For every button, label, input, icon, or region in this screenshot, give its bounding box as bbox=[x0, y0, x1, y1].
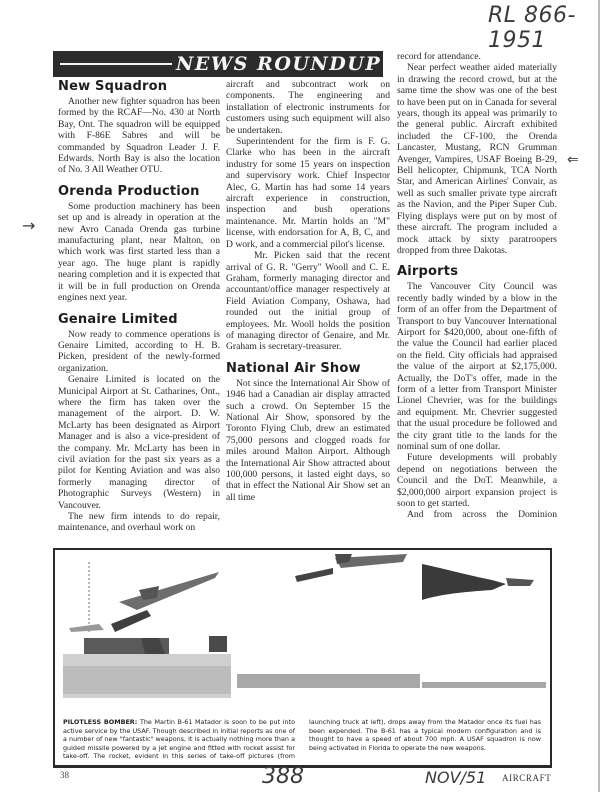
paragraph: aircraft and subcontract work on components. The engineering and installation of electronic instruments for customers using such equipment will also be undertaken. bbox=[226, 79, 390, 136]
photo-caption bbox=[63, 718, 541, 761]
banner-title: NEWS ROUNDUP bbox=[176, 53, 382, 75]
news-roundup-banner bbox=[53, 51, 383, 77]
paragraph: And from across the Dominion bbox=[407, 509, 557, 521]
column-1 bbox=[58, 79, 220, 534]
paragraph: Future developments will probably depend on negotiations between the Council and the DoT. Meanwhile, a $2,000,000 airport expansion project is soon to get started. bbox=[397, 452, 557, 510]
missile-launch-photo bbox=[59, 554, 235, 712]
paragraph: Another new fighter squadron has been formed by the RCAF—No. 430 at North Bay, Ont. The squadron will be equipped with F-86E Sabres and will be commanded by Squadron Leader J. F. Edwards. North Bay is also the location of No. 3 All Weather OTU. bbox=[58, 96, 220, 176]
paragraph: Genaire Limited is located on the Municipal Airport at St. Catharines, Ont., where the firm has taken over the management of the airport. D. W. McLarty has been designated as Airport Manager and is also a vice-president of the company. Mr. McLarty has been in civil aviation for the past six years as a pilot for Kenting Aviation and was also formerly managing director of Photographic Surveys (Western) in Vancouver. bbox=[58, 374, 220, 511]
heading-national-air-show: National Air Show bbox=[226, 360, 361, 376]
paragraph: record for attendance. bbox=[397, 51, 481, 62]
missile-smoke-trail-photo bbox=[422, 554, 546, 712]
paragraph: Now ready to commence operations is Genaire Limited, according to H. B. Picken, president of the newly-formed organization. bbox=[58, 328, 220, 374]
paragraph: Some production machinery has been set up and is already in operation at the new Avro Canada Orenda gas turbine manufacturing plant, near Malton, on which work was first started less than a year ago. The huge plant is rapidly nearing completion and it is expected that it will be in full production on Orenda engines next year. bbox=[58, 200, 220, 304]
caption-text: The Martin B-61 Matador is soon to be put into active service by the USAF. Though described in initial reports as one of a number of new "fantastic" weapons, it is actually nothing more than a guided missile powered by a jet engine and fitted with rocket assist for take-off. The rocket, evident in this series of take-off pictures (from launching truck at left), drops away from the Matador once its fuel has been expended. The B-61 has a typical modern configuration and is thought to have a speed of about 700 mph. A USAF squadron is now being activated in Florida to operate the new weapons. bbox=[63, 718, 541, 761]
heading-genaire-limited: Genaire Limited bbox=[58, 311, 178, 327]
caption-label: PILOTLESS BOMBER: bbox=[63, 718, 138, 726]
paragraph: The Vancouver City Council was recently badly winded by a blow in the form of an offer from the Department of Transport to buy Vancouver International Airport for $420,000, about one-fifth of the value the Council had earlier placed on the field. City officials had appraised the value of the airport at $2,175,000. Actually, the DoT's offer, made in the form of a letter from Transport Minister Lionel Chevrier, was for the buildings and equipment. Mr. Chevrier suggested that the usual procedure be followed and the city grant title to the lands for the nominal sum of one dollar. bbox=[397, 281, 557, 452]
handwritten-page-number: 388 bbox=[262, 764, 304, 789]
paragraph: Near perfect weather aided materially in drawing the record crowd, but at the same time the show was one of the best to have been put on in Canada for several years, though its appeal was primarily to the general public. Aircraft exhibited included the CF-100, the Orenda Lancaster, Mustang, RCN Grumman Avenger, Vampires, USAF Boeing B-29, Bell helicopter, Chipmunk, TCA North Star, and American Airlines' Convair, as well as such smaller private type aircraft as the Navion, and the Piper Super Cub. Flying displays were put on by most of these aircraft. The program included a mock attack by sixty paratroopers dropped from three Dakotas. bbox=[397, 62, 557, 256]
margin-mark-icon: ⇐ bbox=[567, 152, 579, 168]
heading-airports: Airports bbox=[397, 264, 459, 280]
heading-orenda-production: Orenda Production bbox=[58, 183, 200, 199]
margin-arrow-icon: → bbox=[22, 216, 36, 235]
page-folio: 38 bbox=[60, 770, 69, 780]
missile-flight-photo bbox=[237, 554, 420, 712]
page-edge-shadow bbox=[598, 0, 600, 792]
banner-rule bbox=[60, 63, 172, 65]
paragraph: The new firm intends to do repair, maintenance, and overhaul work on bbox=[58, 511, 220, 534]
paragraph: Not since the International Air Show of 1946 had a Canadian air display attracted such a crowd. On September 15 the National Air Show, sponsored by the Toronto Flying Club, drew an estimated 75,000 persons and clogged roads for miles around Malton Airport. Although the International Air Show attracted about 100,000 persons, it lasted eight days, so that in effect the National Air Show set an all time bbox=[226, 377, 390, 503]
paragraph: Mr. Picken said that the recent arrival of G. R. "Gerry" Wooll and C. E. Graham, formerly managing director and accountant/office manager respectively at Field Aviation Company, Oshawa, had rounded out the initial group of employees. Mr. Wooll holds the position of managing director of Genaire, and Mr. Graham is secretary-treasurer. bbox=[226, 250, 390, 353]
column-2 bbox=[226, 79, 390, 503]
handwritten-date: NOV/51 bbox=[425, 768, 487, 787]
column-3 bbox=[397, 51, 557, 521]
heading-new-squadron: New Squadron bbox=[58, 79, 168, 94]
photo-figure bbox=[53, 548, 552, 768]
magazine-name: AIRCRAFT bbox=[502, 773, 552, 783]
handwritten-reference-note: RL 866-1951 bbox=[488, 3, 576, 53]
paragraph: Superintendent for the firm is F. G. Clarke who has been in the aircraft industry for some 15 years on inspection and supervisory work. Chief Inspector Alec, G. Martin has had some 14 years aircraft experience in construction, inspection and bush operations maintenance. Mr. Martin holds an "M" license, with endorsation for A, B, C, and D work, and a commercial pilot's license. bbox=[226, 136, 390, 250]
